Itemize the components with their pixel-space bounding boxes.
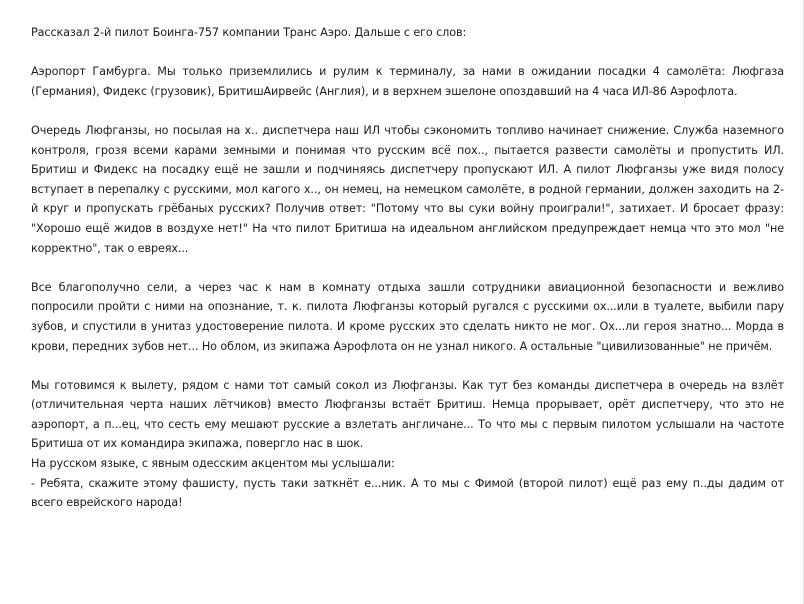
paragraph-landing: Все благополучно сели, а через час к нам в комнату отдыха зашли сотрудники авиационной безопасности и вежливо попросили пройти с ними на опознание, т. к. пилота Люфганзы который ругался с русскими ох...или в туалете, выбили пару зубов, и спустили в унитаз удостоверение пилота. И кроме русских это сделать никто не мог. Ох...ли героя знатно... Морда в крови, передних зубов нет... Но облом, из экипажа Аэрофлота он не узнал никого. А остальные "цивилизованные" не причём. — [31, 280, 784, 353]
paragraph-queue: Очередь Люфганзы, но посылая на х.. диспетчера наш ИЛ чтобы сэкономить топливо начинает снижение. Служба наземного контроля, грозя всеми карами земными и понимая что русским всё пох.., пытается развести самолёты и пропустить ИЛ. Бритиш и Фидекс на посадку ещё не зашли и подчиняясь диспетчеру пропускают ИЛ. А пилот Люфганзы уже видя полосу вступает в перепалку с русскими, мол кагого х.., он немец, на немецком самолёте, в родной германии, должен заходить на 2-й круг и пропускать грёбаных русских? Получив ответ: "Потому что вы суки войну проиграли!", затихает. И бросает фразу: "Хорошо ещё жидов в воздухе нет!" На что пилот Бритиша на идеальном английском предупреждает немца что это мол "не корректно", так о евреях... — [31, 123, 784, 255]
intro-line: Рассказал 2-й пилот Боинга-757 компании Транс Аэро. Дальше с его слов: — [31, 26, 467, 39]
closing-line-quote: - Ребята, скажите этому фашисту, пусть таки заткнёт е...ник. А то мы с Фимой (второй пилот) ещё раз ему п..ды дадим от всего еврейского народа! — [31, 476, 784, 510]
story-text — [31, 23, 784, 513]
closing-line-heard: На русском языке, с явным одесским акцентом мы услышали: — [31, 457, 395, 471]
paragraph-departure: Мы готовимся к вылету, рядом с нами тот самый сокол из Люфганзы. Как тут без команды диспетчера в очередь на взлёт (отличительная черта наших лётчиков) вместо Люфганзы встаёт Бритиш. Немца прорывает, орёт диспетчеру, что это не аэропорт, а п...ец, что сесть ему мешают русские а взлетать англичане... То что мы с первым пилотом услышали на частоте Бритиша от их командира экипажа, повергло нас в шок. — [31, 378, 784, 451]
paragraph-airport: Аэропорт Гамбурга. Мы только приземлились и рулим к терминалу, за нами в ожидании посадки 4 самолёта: Люфгаза (Германия), Фидекс (грузовик), БритишАирвейс (Англия), и в верхнем эшелоне опоздавший на 4 часа ИЛ-86 Аэрофлота. — [31, 65, 784, 98]
